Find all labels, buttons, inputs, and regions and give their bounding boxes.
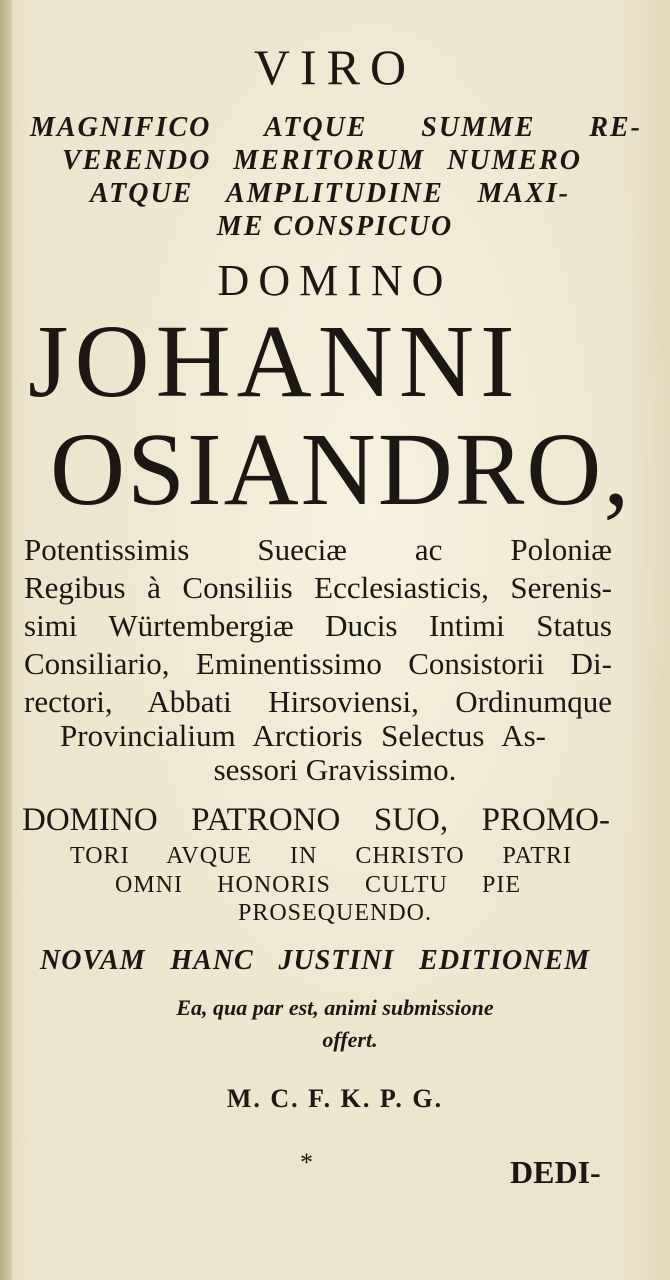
signature-initials: M. C. F. K. P. G. bbox=[226, 1084, 444, 1113]
titles-line: Potentissimis Sueciæ ac Poloniæ bbox=[24, 532, 612, 567]
patron-line: DOMINO PATRONO SUO, PROMO- bbox=[22, 802, 610, 838]
patron-line: PROSEQUENDO. bbox=[237, 900, 432, 926]
edition-line: NOVAM HANC JUSTINI EDITIONEM bbox=[40, 945, 590, 976]
titles-line: Consiliario, Eminentissimo Consistorii Di- bbox=[24, 646, 612, 681]
titles-line: Provincialium Arctioris Selectus As- bbox=[60, 718, 546, 753]
dedication-line-2: VERENDO MERITORUM NUMERO bbox=[62, 145, 582, 176]
patron-line: TORI AVQUE IN CHRISTO PATRI bbox=[70, 843, 572, 869]
dedication-line-4: ME CONSPICUO bbox=[216, 211, 454, 242]
titles-line: rectori, Abbati Hirsoviensi, Ordinumque bbox=[24, 684, 612, 719]
titles-line: simi Würtembergiæ Ducis Intimi Status bbox=[24, 608, 612, 643]
heading-domino: DOMINO bbox=[217, 256, 453, 305]
dedication-line-3: ATQUE AMPLITUDINE MAXI- bbox=[90, 178, 570, 209]
asterisk-ornament: * bbox=[300, 1148, 313, 1177]
heading-viro: VIRO bbox=[253, 39, 417, 95]
titles-line: Regibus à Consiliis Ecclesiasticis, Serenis- bbox=[24, 570, 612, 605]
offer-line: offert. bbox=[322, 1027, 378, 1052]
dedication-line-1: MAGNIFICO ATQUE SUMME RE- bbox=[30, 112, 642, 143]
offer-line: Ea, qua par est, animi submissione bbox=[176, 995, 494, 1020]
name-osiandro: OSIANDRO, bbox=[50, 412, 632, 527]
catchword: DEDI- bbox=[510, 1154, 601, 1190]
patron-line: OMNI HONORIS CULTU PIE bbox=[115, 872, 521, 898]
titles-line: sessori Gravissimo. bbox=[213, 752, 457, 787]
name-johanni: JOHANNI bbox=[28, 304, 521, 419]
